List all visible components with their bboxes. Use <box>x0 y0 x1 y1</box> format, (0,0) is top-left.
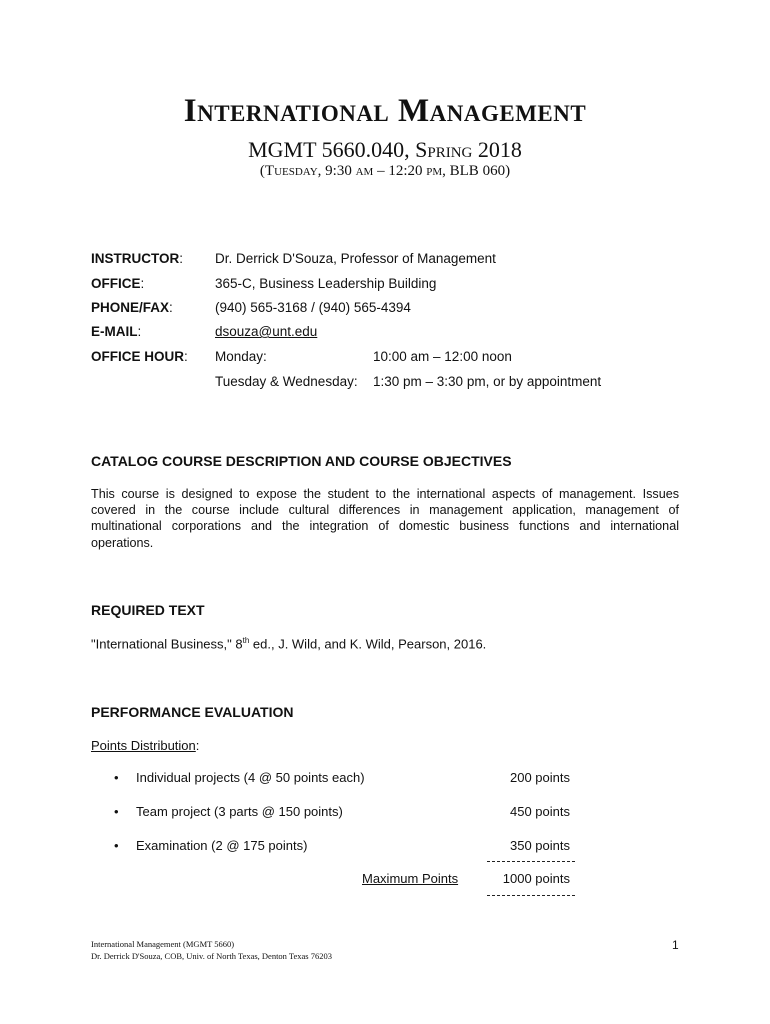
catalog-line: covered in the course include cultural differences in management application, management of <box>91 503 679 517</box>
document-title: International Management <box>183 93 587 129</box>
evaluation-points: 450 points <box>510 804 570 819</box>
bullet: • <box>114 804 119 819</box>
evaluation-item: Examination (2 @ 175 points) <box>136 838 308 853</box>
evaluation-points: 200 points <box>510 770 570 785</box>
textbook-citation: "International Business," 8th ed., J. Wild, and K. Wild, Pearson, 2016. <box>91 636 487 652</box>
evaluation-item: Team project (3 parts @ 150 points) <box>136 804 343 819</box>
office-label: OFFICE: <box>91 276 145 291</box>
course-schedule: (Tuesday, 9:30 am – 12:20 pm, BLB 060) <box>259 163 511 179</box>
instructor-value: Dr. Derrick D'Souza, Professor of Management <box>215 251 496 266</box>
required-text-heading: REQUIRED TEXT <box>91 602 205 618</box>
divider <box>487 895 575 896</box>
email-link[interactable]: dsouza@unt.edu <box>215 324 318 339</box>
catalog-line: This course is designed to expose the student to the international aspects of management. Issues <box>91 487 679 501</box>
office-hour-time: 1:30 pm – 3:30 pm, or by appointment <box>373 374 602 389</box>
course-code: MGMT 5660.040, Spring 2018 <box>248 137 522 162</box>
evaluation-points: 350 points <box>510 838 570 853</box>
catalog-line: operations. <box>91 536 154 550</box>
evaluation-heading: PERFORMANCE EVALUATION <box>91 704 294 720</box>
points-distribution-label: Points Distribution: <box>91 738 200 753</box>
catalog-heading: CATALOG COURSE DESCRIPTION AND COURSE OBJECTIVES <box>91 453 512 469</box>
page-number: 1 <box>672 938 679 952</box>
phone-value: (940) 565-3168 / (940) 565-4394 <box>215 300 411 315</box>
divider <box>487 861 575 862</box>
evaluation-item: Individual projects (4 @ 50 points each) <box>136 770 365 785</box>
email-label: E-MAIL: <box>91 324 142 339</box>
bullet: • <box>114 770 119 785</box>
maximum-points-label: Maximum Points <box>362 871 459 886</box>
instructor-label: INSTRUCTOR: <box>91 251 184 266</box>
office-hour-day: Tuesday & Wednesday: <box>215 374 358 389</box>
footer-line: International Management (MGMT 5660) <box>91 939 235 949</box>
bullet: • <box>114 838 119 853</box>
footer-line: Dr. Derrick D'Souza, COB, Univ. of North Texas, Denton Texas 76203 <box>91 951 332 961</box>
office-value: 365-C, Business Leadership Building <box>215 276 437 291</box>
office-hour-label: OFFICE HOUR: <box>91 349 188 364</box>
office-hour-day: Monday: <box>215 349 267 364</box>
phone-label: PHONE/FAX: <box>91 300 173 315</box>
maximum-points-value: 1000 points <box>502 871 570 886</box>
office-hour-time: 10:00 am – 12:00 noon <box>373 349 512 364</box>
catalog-line: multinational corporations and the integration of domestic business functions and international <box>91 519 679 533</box>
